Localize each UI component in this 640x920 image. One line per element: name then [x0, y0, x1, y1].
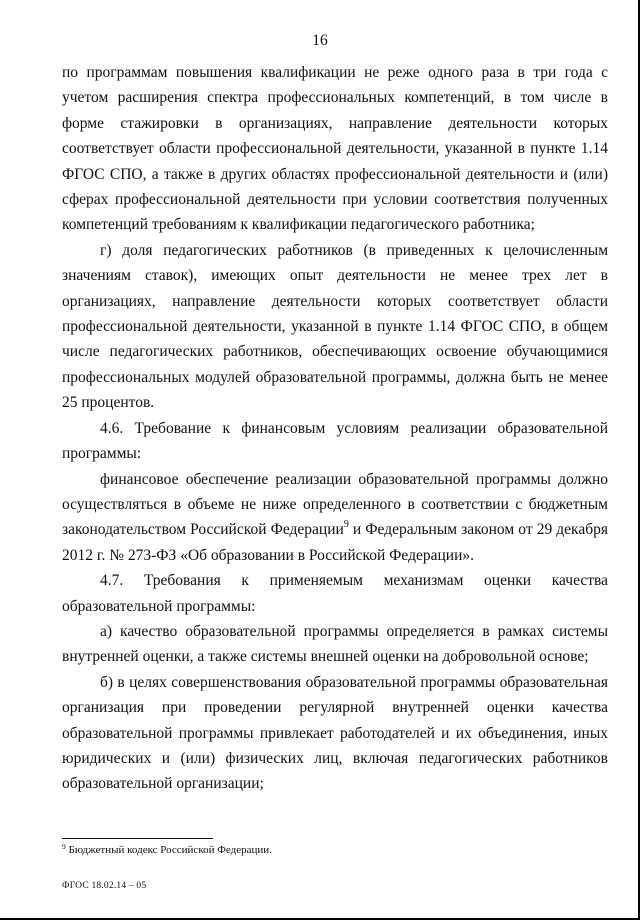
- footnote: [62, 843, 272, 857]
- section-heading-4-7: 4.7. Требования к применяемым механизмам оценки качества образовательной программы:: [62, 572, 608, 615]
- paragraph-item-b: б) в целях совершенствования образовательной программы образовательная организация при проведении регулярной внутренней оценки качества образовательной программы привлекает работодателей и их объединения, иных юридических и (или) физических лиц, включая педагогических работников образовательной организации;: [62, 673, 608, 793]
- footnote-mark: 9: [62, 842, 66, 851]
- footnote-reference[interactable]: 9: [343, 519, 349, 531]
- paragraph-financing-text-end: и Федеральным законом от 29 декабря 2012 г. № 273-ФЗ «Об образовании в Российской Федерации».: [62, 521, 608, 564]
- paragraph-financing: [62, 467, 608, 569]
- paragraph-item-a: а) качество образовательной программы определяется в рамках системы внутренней оценки, а также системы внешней оценки на добровольной основе;: [62, 622, 608, 666]
- paragraph-qualification-upgrade: по программам повышения квалификации не реже одного раза в три года с учетом расширения спектра профессиональных компетенций, в том числе в форме стажировки в организациях, направление деятельности которых соответствует области профессиональной деятельности, указанной в пункте 1.14 ФГОС СПО, а также в других областях профессиональной деятельности и (или) сферах профессиональной деятельности при условии соответствия полученных компетенций требованиям к квалификации педагогического работника;: [62, 64, 608, 234]
- document-code: ФГОС 18.02.14 – 05: [62, 881, 147, 891]
- footnote-text: Бюджетный кодекс Российской Федерации.: [65, 844, 272, 856]
- footnote-separator: [62, 838, 213, 839]
- page-number: 16: [312, 32, 328, 49]
- paragraph-item-g: г) доля педагогических работников (в приведенных к целочисленным значениям ставок), имеющих опыт деятельности не менее трех лет в организациях, направление деятельности которых соответствует области профессиональной деятельности, указанной в пункте 1.14 ФГОС СПО, в общем числе педагогических работников, обеспечивающих освоение обучающимися профессиональных модулей образовательной программы, должна быть не менее 25 процентов.: [62, 241, 608, 412]
- paragraph-financing-text: финансовое обеспечение реализации образовательной программы должно осуществляться в объеме не ниже определенного в соответствии с бюджетным законодательством Российской Федерации: [62, 470, 608, 539]
- body-text: [62, 60, 608, 797]
- section-heading-4-6: 4.6. Требование к финансовым условиям реализации образовательной программы:: [62, 419, 608, 463]
